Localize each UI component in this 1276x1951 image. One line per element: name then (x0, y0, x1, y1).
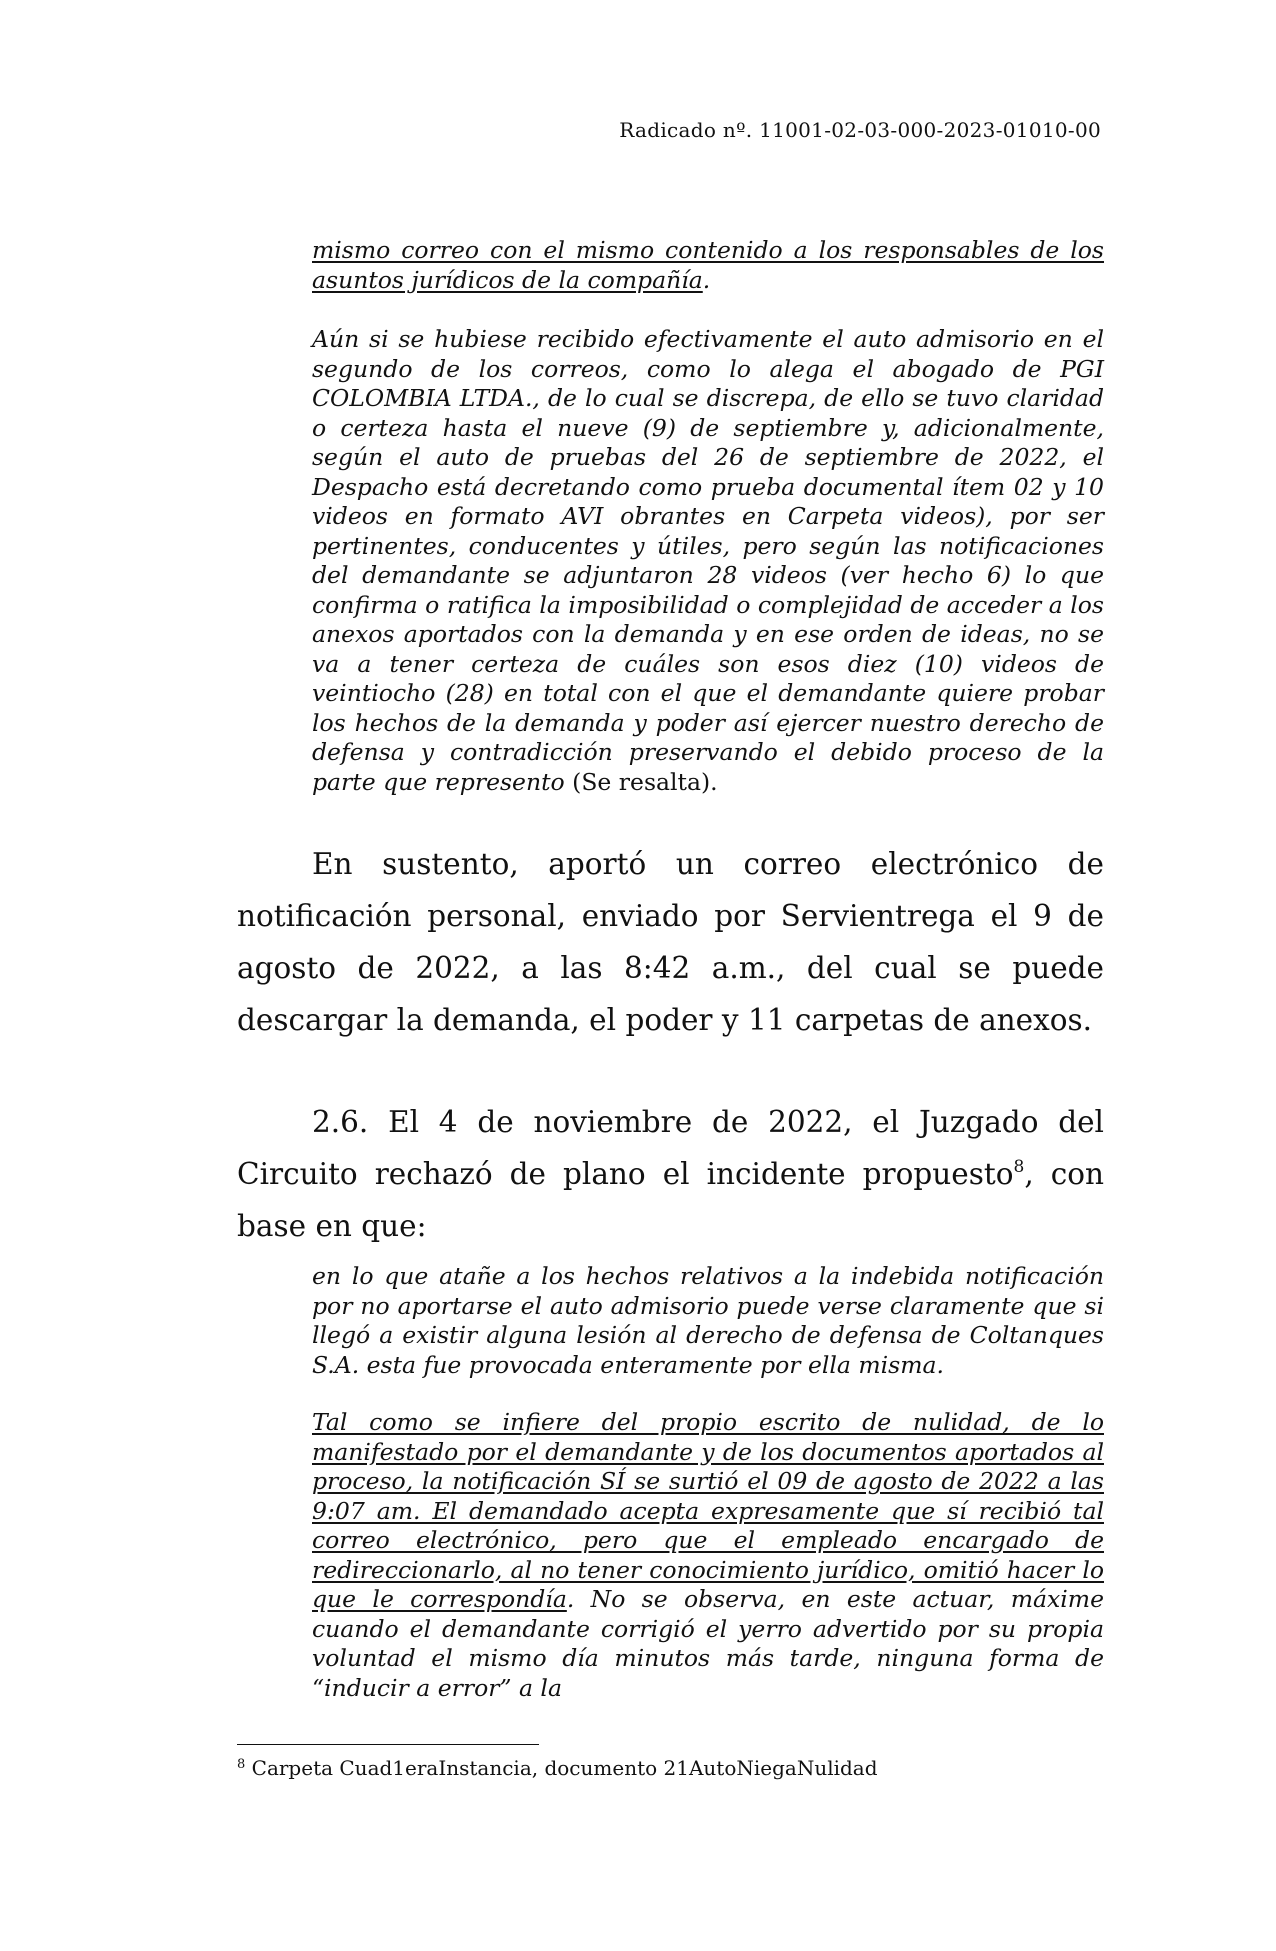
body-paragraph-text: 2.6. El 4 de noviembre de 2022, el Juzgado del Circuito rechazó de plano el incidente propuesto (237, 1105, 1104, 1191)
quote-paragraph-3: en lo que atañe a los hechos relativos a la indebida notificación por no aportarse el auto admisorio puede verse claramente que si llegó a existir alguna lesión al derecho de defensa de Coltanques S.A. esta fue provocada enteramente por ella misma. (312, 1262, 1104, 1379)
body-paragraph-sustento (237, 838, 1104, 1046)
footnote-reference[interactable]: 8 (1013, 1157, 1025, 1177)
quote-paragraph-1 (312, 236, 1104, 295)
quote-italic-text: . No se observa, en este actuar, máxime cuando el demandante corrigió el yerro advertido por su propia voluntad el mismo día minutos más tarde, ninguna forma de “inducir a error” a la (312, 1585, 1104, 1702)
case-number-header: Radicado nº. 11001-02-03-000-2023-01010-00 (619, 118, 1101, 142)
quote-paragraph-2 (312, 325, 1104, 797)
body-paragraph-text-end: , con base en que: (237, 1157, 1104, 1243)
footnote-separator (237, 1744, 539, 1745)
underlined-quote-text: Tal como se infiere del propio escrito de nulidad, de lo manifestado por el demandante y de los documentos aportados al proceso, la notificación SÍ se surtió el 09 de agosto de 2022 a las 9:07 am. El demandado acepta expresamente que sí recibió tal correo electrónico, pero que el empleado encargado de redireccionarlo, al no tener conocimiento jurídico, omitió hacer lo que le correspondía (312, 1408, 1104, 1613)
emphasis-note: (Se resalta). (564, 767, 718, 796)
footnote (237, 1755, 878, 1781)
quote-paragraph-4 (312, 1408, 1104, 1703)
quote-italic-text: Aún si se hubiese recibido efectivamente el auto admisorio en el segundo de los correos, como lo alega el abogado de PGI COLOMBIA LTDA., de lo cual se discrepa, de ello se tuvo claridad o certeza hasta el nueve (9) de septiembre y, adicionalmente, según el auto de pruebas del 26 de septiembre de 2022, el Despacho está decretando como prueba documental ítem 02 y 10 videos en formato AVI obrantes en Carpeta videos), por ser pertinentes, conducentes y útiles, pero según las notificaciones del demandante se adjuntaron 28 videos (ver hecho 6) lo que confirma o ratifica la imposibilidad o complejidad de acceder a los anexos aportados con la demanda y en ese orden de ideas, no se va a tener certeza de cuáles son esos diez (10) videos de veintiocho (28) en total con el que el demandante quiere probar los hechos de la demanda y poder así ejercer nuestro derecho de defensa y contradicción preservando el debido proceso de la parte que represento (312, 325, 1104, 796)
footnote-number: 8 (237, 1757, 246, 1772)
body-paragraph-text: En sustento, aportó un correo electrónico de notificación personal, enviado por Servientrega el 9 de agosto de 2022, a las 8:42 a.m., del cual se puede descargar la demanda, el poder y 11 carpetas de anexos. (237, 847, 1104, 1037)
body-paragraph-2-6 (237, 1096, 1104, 1252)
quote-punctuation: . (702, 265, 711, 294)
underlined-quote-text: mismo correo con el mismo contenido a los responsables de los asuntos jurídicos de la compañía (312, 236, 1104, 294)
footnote-text: Carpeta Cuad1eraInstancia, documento 21AutoNiegaNulidad (245, 1756, 878, 1780)
